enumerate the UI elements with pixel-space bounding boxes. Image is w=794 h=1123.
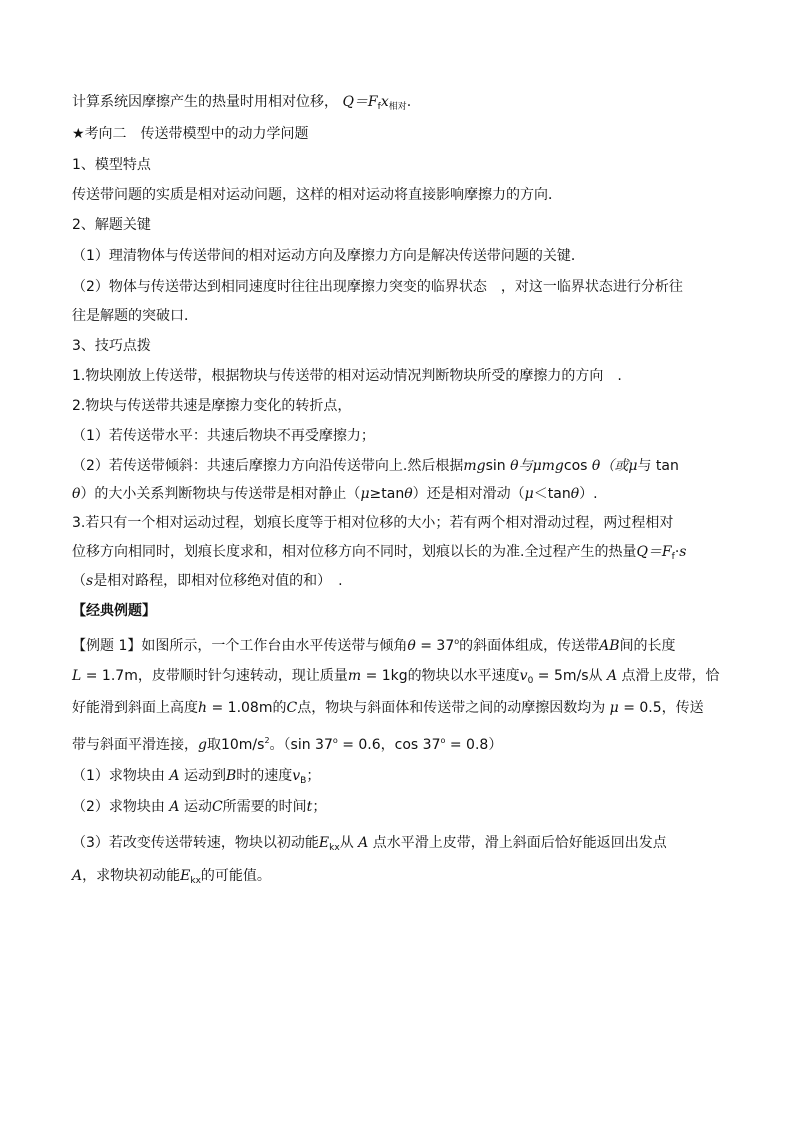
- tip-1: 1.物块刚放上传送带，根据物块与传送带的相对运动情况判断物块所受的摩擦力的方向 .: [72, 368, 622, 384]
- tip-3-note: （s是相对路程，即相对位移绝对值的和） .: [72, 573, 343, 589]
- paragraph-essence: 传送带问题的实质是相对运动问题，这样的相对运动将直接影响摩擦力的方向．: [72, 187, 562, 203]
- formula-heat: $Q=F_fx_{相对}$: [342, 94, 407, 112]
- paragraph-key-2: （2）物体与传送带达到相同速度时往往出现摩擦力突变的临界状态 ，对这一临界状态进行分析往: [72, 279, 683, 295]
- paragraph-key-1: （1）理清物体与传送带间的相对运动方向及摩擦力方向是解决传送带问题的关键．: [72, 248, 585, 264]
- example-1-line-2: L = 1.7m，皮带顺时针匀速转动，现让质量m = 1kg的物块以水平速度$v_0 = 5m/s$从 A 点滑上皮带，恰: [72, 668, 720, 686]
- star-icon: ★: [72, 126, 85, 142]
- section-heading-examples: 【经典例题】: [72, 603, 156, 619]
- subheading-model-features: 1、模型特点: [72, 157, 151, 173]
- example-1-line-4: 带与斜面平滑连接，g取$10m/s^2$。（sin $37^o = 0.6$，$\cos 37^o = 0.8$）: [72, 736, 503, 753]
- tip-2-inclined: （2）若传送带倾斜：共速后摩擦力方向沿传送带向上.然后根据mgsin θ与μmgcos θ（或μ与 tan: [72, 458, 679, 474]
- example-1-line-3: 好能滑到斜面上高度h = 1.08m的C点，物块与斜面体和传送带之间的动摩擦因数均为 μ = 0.5，传送: [72, 700, 704, 716]
- line-friction-heat: 计算系统因摩擦产生的热量时用相对位移， $Q=F_fx_{相对}$.: [72, 94, 412, 112]
- tip-3-cont: 位移方向相同时，划痕长度求和，相对位移方向不同时，划痕以长的为准.全过程产生的热量$Q=F_f\cdot s$: [72, 544, 687, 562]
- tip-2-inclined-cont: θ）的大小关系判断物块与传送带是相对静止（μ≥tanθ）还是相对滑动（μ＜tanθ）.: [72, 486, 598, 502]
- tip-2: 2.物块与传送带共速是摩擦力变化的转折点，: [72, 398, 352, 414]
- question-1: （1）求物块由 A 运动到B时的速度$v_B$；: [72, 768, 321, 786]
- tip-3: 3.若只有一个相对运动过程，划痕长度等于相对位移的大小；若有两个相对滑动过程，两过程相对: [72, 515, 674, 531]
- question-2: （2）求物块由 A 运动C所需要的时间t；: [72, 799, 327, 815]
- paragraph-key-2-cont: 往是解题的突破口．: [72, 308, 198, 324]
- section-heading-2: ★考向二 传送带模型中的动力学问题: [72, 126, 309, 142]
- question-3: （3）若改变传送带转速，物块以初动能$E_{kx}$从 A 点水平滑上皮带，滑上斜面后恰好能返回出发点: [72, 835, 667, 853]
- question-3-cont: A，求物块初动能$E_{kx}$的可能值。: [72, 868, 271, 886]
- tip-2-horizontal: （1）若传送带水平：共速后物块不再受摩擦力；: [72, 428, 375, 444]
- subheading-tips: 3、技巧点拨: [72, 338, 151, 354]
- example-1-line-1: 【例题 1】如图所示，一个工作台由水平传送带与倾角$\theta = 37^o$的斜面体组成，传送带AB间的长度: [72, 637, 676, 654]
- subheading-key: 2、解题关键: [72, 217, 151, 233]
